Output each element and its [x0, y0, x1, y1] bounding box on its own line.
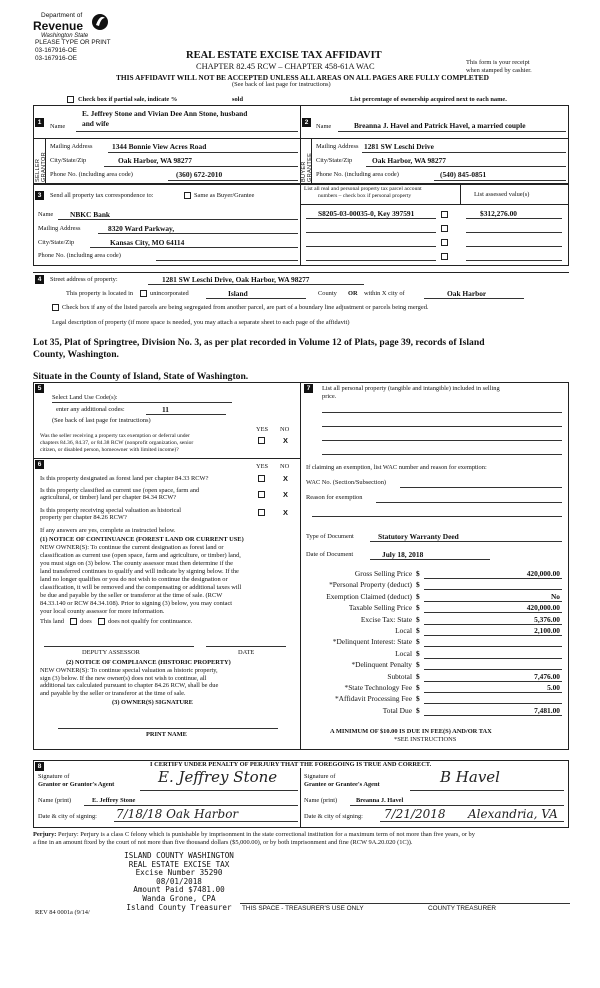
tax-corr-label: Send all property tax correspondence to:	[50, 192, 154, 199]
calc-label-4: Taxable Selling Price	[348, 603, 412, 613]
calc-currency-5: $	[416, 614, 420, 624]
county-treasurer-label: COUNTY TREASURER	[428, 905, 496, 912]
calc-underline-13	[424, 715, 562, 716]
current-use-q-line1: Is this property classified as current use (open space, farm and	[40, 487, 200, 494]
calc-value-10: 7,476.00	[534, 671, 560, 681]
historic-yes-checkbox[interactable]	[258, 509, 265, 516]
calc-value-11: 5.00	[547, 683, 560, 692]
legal-line-1: Lot 35, Plat of Springtree, Division No. 3, as per plat recorded in Volume 12 of Plats, page 39, records of Island	[33, 337, 485, 348]
buyer-city: Oak Harbor, WA 98277	[372, 156, 446, 165]
current-use-yes-checkbox[interactable]	[258, 491, 265, 498]
perjury-text-1: Perjury: Perjury is a class C felony which is punishable by imprisonment in the state correctional institution for a maximum term of not more than five years, or by	[58, 831, 475, 838]
land-does-not-label: does not qualify for continuance.	[108, 618, 193, 625]
personal-property-line2: price.	[322, 393, 337, 400]
calc-currency-8: $	[416, 648, 420, 658]
calc-underline-5	[424, 624, 562, 625]
buyer-mailing: 1281 SW Leschi Drive	[364, 142, 434, 151]
calc-underline-11	[424, 692, 562, 693]
grantee-sig-label-2: Grantee or Grantee's Agent	[304, 781, 380, 788]
buyer-name: Breanna J. Havel and Patrick Havel, a married couple	[354, 121, 526, 130]
section-2-badge: 2	[302, 118, 311, 127]
form-subtitle: CHAPTER 82.45 RCW – CHAPTER 458-61A WAC	[196, 62, 375, 71]
calc-value-3: No	[550, 591, 560, 601]
stamp-line-5: Amount Paid $7481.00	[133, 885, 225, 895]
buyer-phone: (540) 845-0851	[440, 170, 487, 179]
grantor-signature: E. Jeffrey Stone	[158, 768, 278, 786]
calc-currency-6: $	[416, 626, 420, 635]
notice-continuance-line-3: you must sign on (3) below. The county assessor must then determine if the	[40, 560, 233, 567]
seller-mailing-label: Mailing Address	[50, 143, 93, 150]
exemption-yes-checkbox[interactable]	[258, 437, 265, 444]
revenue-logo-icon	[91, 12, 109, 32]
grantee-name: Breanna J. Havel	[356, 797, 404, 804]
notice-continuance-line-2: classification as current use (open space, farm and agriculture, or timber) land,	[40, 552, 241, 559]
stamp-line-3: Excise Number 35290	[135, 868, 223, 878]
agency-line3: Washington State	[41, 33, 89, 39]
notice-continuance-line-9: your local county assessor for more information.	[40, 608, 165, 615]
legal-desc-label: Legal description of property (if more space is needed, you may attach a separate sheet to each page of the affidavit)	[52, 319, 350, 326]
section-3-badge: 3	[35, 191, 44, 200]
stamp-line-7: Island County Treasurer	[126, 902, 232, 912]
calc-label-6: Local	[395, 626, 412, 635]
wac-number-label: WAC No. (Section/Subsection)	[306, 479, 387, 486]
doc-type: Statutory Warranty Deed	[378, 532, 459, 541]
calc-currency-1: $	[416, 569, 420, 578]
land-does-checkbox[interactable]	[70, 618, 77, 625]
exemption-q-line2: chapters 84.36, 84.37, or 84.38 RCW (nonprofit organization, senior	[40, 440, 194, 446]
section-6-badge: 6	[35, 460, 44, 469]
calc-currency-2: $	[416, 580, 420, 590]
certify-text: I CERTIFY UNDER PENALTY OF PERJURY THAT THE FOREGOING IS TRUE AND CORRECT.	[150, 761, 432, 768]
grantor-date-city-label: Date & city of signing:	[38, 813, 97, 820]
parcel-number: S8205-03-00035-0, Key 397591	[318, 209, 415, 218]
current-use-q-line2: agricultural, or timber) land per chapter 84.34 RCW?	[40, 494, 177, 501]
notice-compliance-line-1: NEW OWNER(S): To continue special valuation as historic property,	[40, 667, 218, 674]
calc-underline-9	[424, 669, 562, 670]
form-title: REAL ESTATE EXCISE TAX AFFIDAVIT	[186, 50, 382, 61]
city-value: Oak Harbor	[447, 289, 487, 298]
section-8-badge: 8	[35, 762, 44, 771]
notice-compliance-line-3: additional tax calculated pursuant to chapter 84.26 RCW, shall be due	[40, 682, 219, 689]
seller-name-line1: E. Jeffrey Stone and Vivian Dee Ann Stone, husband	[82, 109, 248, 118]
sec5-see-back: (See back of last page for instructions)	[52, 417, 151, 424]
street-address: 1281 SW Leschi Drive, Oak Harbor, WA 98277	[162, 275, 310, 284]
calc-underline-4	[424, 612, 562, 613]
notice-continuance-title: (1) NOTICE OF CONTINUANCE (FOREST LAND OR CURRENT USE)	[40, 536, 244, 543]
notice-continuance-line-5: land no longer qualifies or you do not wish to continue the designation or	[40, 576, 228, 583]
calc-currency-4: $	[416, 603, 420, 613]
notice-continuance-line-8: 84.33.140 or RCW 84.34.108). Prior to signing (3) below, you may contact	[40, 600, 233, 607]
calc-label-7: *Delinquent Interest: State	[332, 637, 412, 647]
agency-line1: Department of	[41, 12, 83, 19]
stamp-line-1: ISLAND COUNTY WASHINGTON	[124, 851, 234, 860]
sec6-no-header: NO	[280, 463, 290, 470]
buyer-city-label: City/State/Zip	[316, 157, 353, 164]
please-type: PLEASE TYPE OR PRINT	[35, 39, 111, 46]
see-back-text: (See back of last page for instructions)	[232, 81, 331, 88]
seller-name-line2: and wife	[82, 119, 109, 128]
form-number-2: 03-167916-OE	[35, 55, 77, 62]
calc-label-1: Gross Selling Price	[354, 569, 412, 578]
seller-city-label: City/State/Zip	[50, 157, 87, 164]
grantor-sig-label-2: Grantor or Grantor's Agent	[38, 781, 115, 788]
calc-value-4: 420,000.00	[526, 603, 560, 613]
forest-question: Is this property designated as forest land per chapter 84.33 RCW?	[40, 475, 209, 482]
notice-continuance-line-4: land transferred continues to qualify and will indicate by signing below. If the	[40, 568, 239, 575]
grantor-name: E. Jeffrey Stone	[92, 797, 136, 804]
county-label: County	[318, 290, 337, 297]
stamp-line-6: Wanda Grone, CPA	[142, 894, 216, 903]
calc-underline-10	[424, 681, 562, 682]
treasurer-space-label: THIS SPACE - TREASURER'S USE ONLY	[242, 905, 364, 912]
grantee-city: Alexandria, VA	[468, 807, 558, 821]
grantee-date: 7/21/2018	[384, 807, 446, 821]
rev-number: REV 84 0001a (9/14/	[35, 909, 90, 916]
calc-label-3: Exemption Claimed (deduct)	[326, 591, 412, 601]
calc-value-1: 420,000.00	[526, 569, 560, 578]
historic-no-answer: X	[283, 508, 288, 517]
calc-label-11: *State Technology Fee	[344, 683, 412, 692]
calc-label-13: Total Due	[382, 705, 412, 715]
notice-compliance-line-4: and payable by the seller or transferor at the time of sale.	[40, 689, 186, 697]
calc-label-10: Subtotal	[387, 671, 412, 681]
calc-currency-10: $	[416, 671, 420, 681]
calc-label-5: Excise Tax: State	[360, 614, 412, 624]
section-4-badge: 4	[35, 275, 44, 284]
partial-sale-checkbox[interactable]	[67, 96, 74, 103]
street-label: Street address of property:	[50, 276, 118, 283]
calc-underline-7	[424, 646, 562, 647]
calc-label-8: Local	[395, 648, 412, 658]
calc-value-5: 5,376.00	[534, 614, 560, 624]
this-land-label: This land	[40, 618, 64, 625]
exemption-claim-label: If claiming an exemption, list WAC number and reason for exemption:	[306, 464, 487, 471]
ownership-note: List percentage of ownership acquired next to each name.	[350, 96, 507, 103]
grantee-sig-label-1: Signature of	[304, 773, 336, 780]
calc-currency-13: $	[416, 705, 420, 715]
personal-property-line1: List all personal property (tangible and intangible) included in selling	[322, 385, 500, 392]
see-instructions-text: *SEE INSTRUCTIONS	[394, 736, 457, 743]
parcel-header-1: List all real and personal property tax parcel account	[304, 186, 422, 192]
land-does-label: does	[80, 618, 92, 625]
notice-continuance-line-6: classification, it will be removed and the compensating or additional taxes will	[40, 584, 242, 591]
calc-underline-3	[424, 601, 562, 602]
seller-city: Oak Harbor, WA 98277	[118, 156, 192, 165]
tax-mailing-label: Mailing Address	[38, 225, 81, 232]
land-use-label: Select Land Use Code(s):	[52, 394, 118, 401]
section-7-badge: 7	[304, 384, 313, 393]
tax-city: Kansas City, MO 64114	[110, 238, 185, 247]
legal-line-2: County, Washington.	[33, 349, 119, 360]
minimum-fee-text: A MINIMUM OF $10.00 IS DUE IN FEE(S) AND/OR TAX	[330, 728, 492, 735]
stamp-line-4: 08/01/2018	[156, 876, 202, 886]
sec5-yes-header: YES	[256, 426, 269, 433]
perjury-line-1: Perjury: Perjury: Perjury is a class C felony which is punishable by imprisonment in the state correctional institution for a maximum term of not more than five years, or by	[33, 831, 475, 838]
segregated-checkbox[interactable]	[52, 304, 59, 311]
stamp-line-2: REAL ESTATE EXCISE TAX	[128, 859, 230, 869]
perjury-line-2: a fine in an amount fixed by the court of not more than five thousand dollars ($5,000.00), or by both imprisonment and fine (RCW 9A.20.020 (1C)).	[33, 839, 413, 846]
print-name-label: PRINT NAME	[146, 731, 187, 738]
or-label: OR	[348, 290, 358, 297]
grantor-sig-label-1: Signature of	[38, 773, 70, 780]
sec5-no-header: NO	[280, 426, 290, 433]
legal-line-3: Situate in the County of Island, State of Washington.	[33, 371, 249, 382]
grantor-date-city: 7/18/18 Oak Harbor	[116, 807, 239, 821]
notice-compliance-line-2: sign (3) below. If the new owner(s) does not wish to continue, all	[40, 674, 207, 682]
agency-line2: Revenue	[33, 19, 84, 33]
calc-value-13: 7,481.00	[534, 705, 560, 715]
grantor-name-label: Name (print)	[38, 797, 72, 804]
parcel-header-2: numbers – check box if personal property	[318, 193, 412, 199]
same-as-buyer-label: Same as Buyer/Grantee	[194, 192, 255, 199]
parcel-2-checkbox[interactable]	[441, 225, 448, 232]
exemption-q-line3: citizen, or disabled person, homeowner with limited income)?	[40, 447, 179, 453]
partial-sale-label: Check box if partial sale, indicate %	[78, 96, 178, 103]
calc-underline-2	[424, 589, 562, 590]
calc-underline-8	[424, 658, 562, 659]
buyer-side-label: BUYER GRANTEE	[301, 152, 313, 182]
grantee-date-city-label: Date & city of signing:	[304, 813, 363, 820]
seller-name-label: Name	[50, 123, 66, 130]
calc-value-6: 2,100.00	[534, 626, 560, 635]
doc-date: July 18, 2018	[382, 550, 424, 559]
buyer-phone-label: Phone No. (including area code)	[316, 171, 399, 178]
current-use-no-answer: X	[283, 490, 288, 499]
unincorporated-checkbox[interactable]	[140, 290, 147, 297]
historic-q-line1: Is this property receiving special valuation as historical	[40, 507, 182, 514]
parcel-4-checkbox[interactable]	[441, 253, 448, 260]
calc-label-2: *Personal Property (deduct)	[329, 580, 412, 590]
calc-currency-7: $	[416, 637, 420, 647]
buyer-mailing-label: Mailing Address	[316, 143, 359, 150]
tax-mailing: 8320 Ward Parkway,	[108, 224, 175, 233]
notice-compliance-title: (2) NOTICE OF COMPLIANCE (HISTORIC PROPERTY)	[66, 659, 231, 666]
calc-currency-12: $	[416, 694, 420, 704]
notice-continuance-line-1: NEW OWNER(S): To continue the current designation as forest land or	[40, 544, 224, 551]
tax-phone-label: Phone No. (including area code)	[38, 252, 121, 259]
forest-yes-checkbox[interactable]	[258, 475, 265, 482]
calc-currency-9: $	[416, 660, 420, 670]
exemption-q-line1: Was the seller receiving a property tax exemption or deferral under	[40, 433, 190, 439]
tax-name-label: Name	[38, 211, 54, 218]
within-city-label: within X city of	[364, 290, 405, 297]
seller-phone-label: Phone No. (including area code)	[50, 171, 133, 178]
sec6-yes-header: YES	[256, 463, 269, 470]
additional-codes: 11	[162, 405, 169, 414]
parcel-1-checkbox[interactable]	[441, 211, 448, 218]
calc-currency-11: $	[416, 683, 420, 692]
additional-codes-label: enter any additional codes:	[56, 406, 125, 413]
receipt-note-2: when stamped by cashier.	[466, 67, 532, 74]
same-as-buyer-checkbox[interactable]	[184, 192, 191, 199]
assessed-header: List assessed value(s)	[474, 191, 530, 198]
doc-type-label: Type of Document	[306, 533, 354, 540]
located-label: This property is located in	[66, 290, 134, 297]
historic-q-line2: property per chapter 84.26 RCW?	[40, 514, 127, 521]
grantee-signature: B Havel	[440, 768, 500, 786]
segregated-label: Check box if any of the listed parcels are being segregated from another parcel, are part of a boundary line adjustment or parcels being merged.	[62, 304, 429, 311]
calc-underline-12	[424, 703, 562, 704]
exemption-no-answer: X	[283, 436, 288, 445]
unincorporated-label: unincorporated	[150, 290, 189, 297]
calc-underline-6	[424, 635, 562, 636]
form-number-1: 03-167916-OE	[35, 47, 77, 54]
section-1-badge: 1	[35, 118, 44, 127]
seller-mailing: 1344 Bonnie View Acres Road	[112, 142, 207, 151]
seller-side-label: SELLER GRANTOR	[35, 152, 47, 182]
doc-date-label: Date of Document	[306, 551, 354, 558]
forest-no-answer: X	[283, 474, 288, 483]
deputy-assessor-label: DEPUTY ASSESSOR	[82, 649, 140, 656]
buyer-name-label: Name	[316, 123, 332, 130]
calc-currency-3: $	[416, 591, 420, 601]
calc-label-12: *Affidavit Processing Fee	[334, 694, 412, 704]
notice-continuance-line-7: be due and payable by the seller or transferor at the time of sale. (RCW	[40, 592, 223, 599]
warning-text: THIS AFFIDAVIT WILL NOT BE ACCEPTED UNLESS ALL AREAS ON ALL PAGES ARE FULLY COMPLETED	[116, 73, 489, 82]
receipt-note-1: This form is your receipt	[466, 59, 530, 66]
calc-underline-1	[424, 578, 562, 579]
sold-label: sold	[232, 96, 244, 103]
seller-phone: (360) 672-2010	[176, 170, 223, 179]
county-value: Island	[228, 289, 248, 298]
if-any-yes-text: If any answers are yes, complete as instructed below.	[40, 527, 176, 534]
exemption-reason-label: Reason for exemption	[306, 494, 363, 501]
tax-city-label: City/State/Zip	[38, 239, 75, 246]
calc-label-9: *Delinquent Penalty	[351, 660, 412, 670]
parcel-3-checkbox[interactable]	[441, 239, 448, 246]
tax-name: NBKC Bank	[70, 210, 111, 219]
assessed-value: $312,276.00	[480, 209, 517, 218]
assessor-date-label: DATE	[238, 649, 255, 656]
land-does-not-checkbox[interactable]	[98, 618, 105, 625]
owner-signature-label: (3) OWNER(S) SIGNATURE	[112, 699, 193, 706]
section-5-badge: 5	[35, 384, 44, 393]
grantee-name-label: Name (print)	[304, 797, 338, 804]
